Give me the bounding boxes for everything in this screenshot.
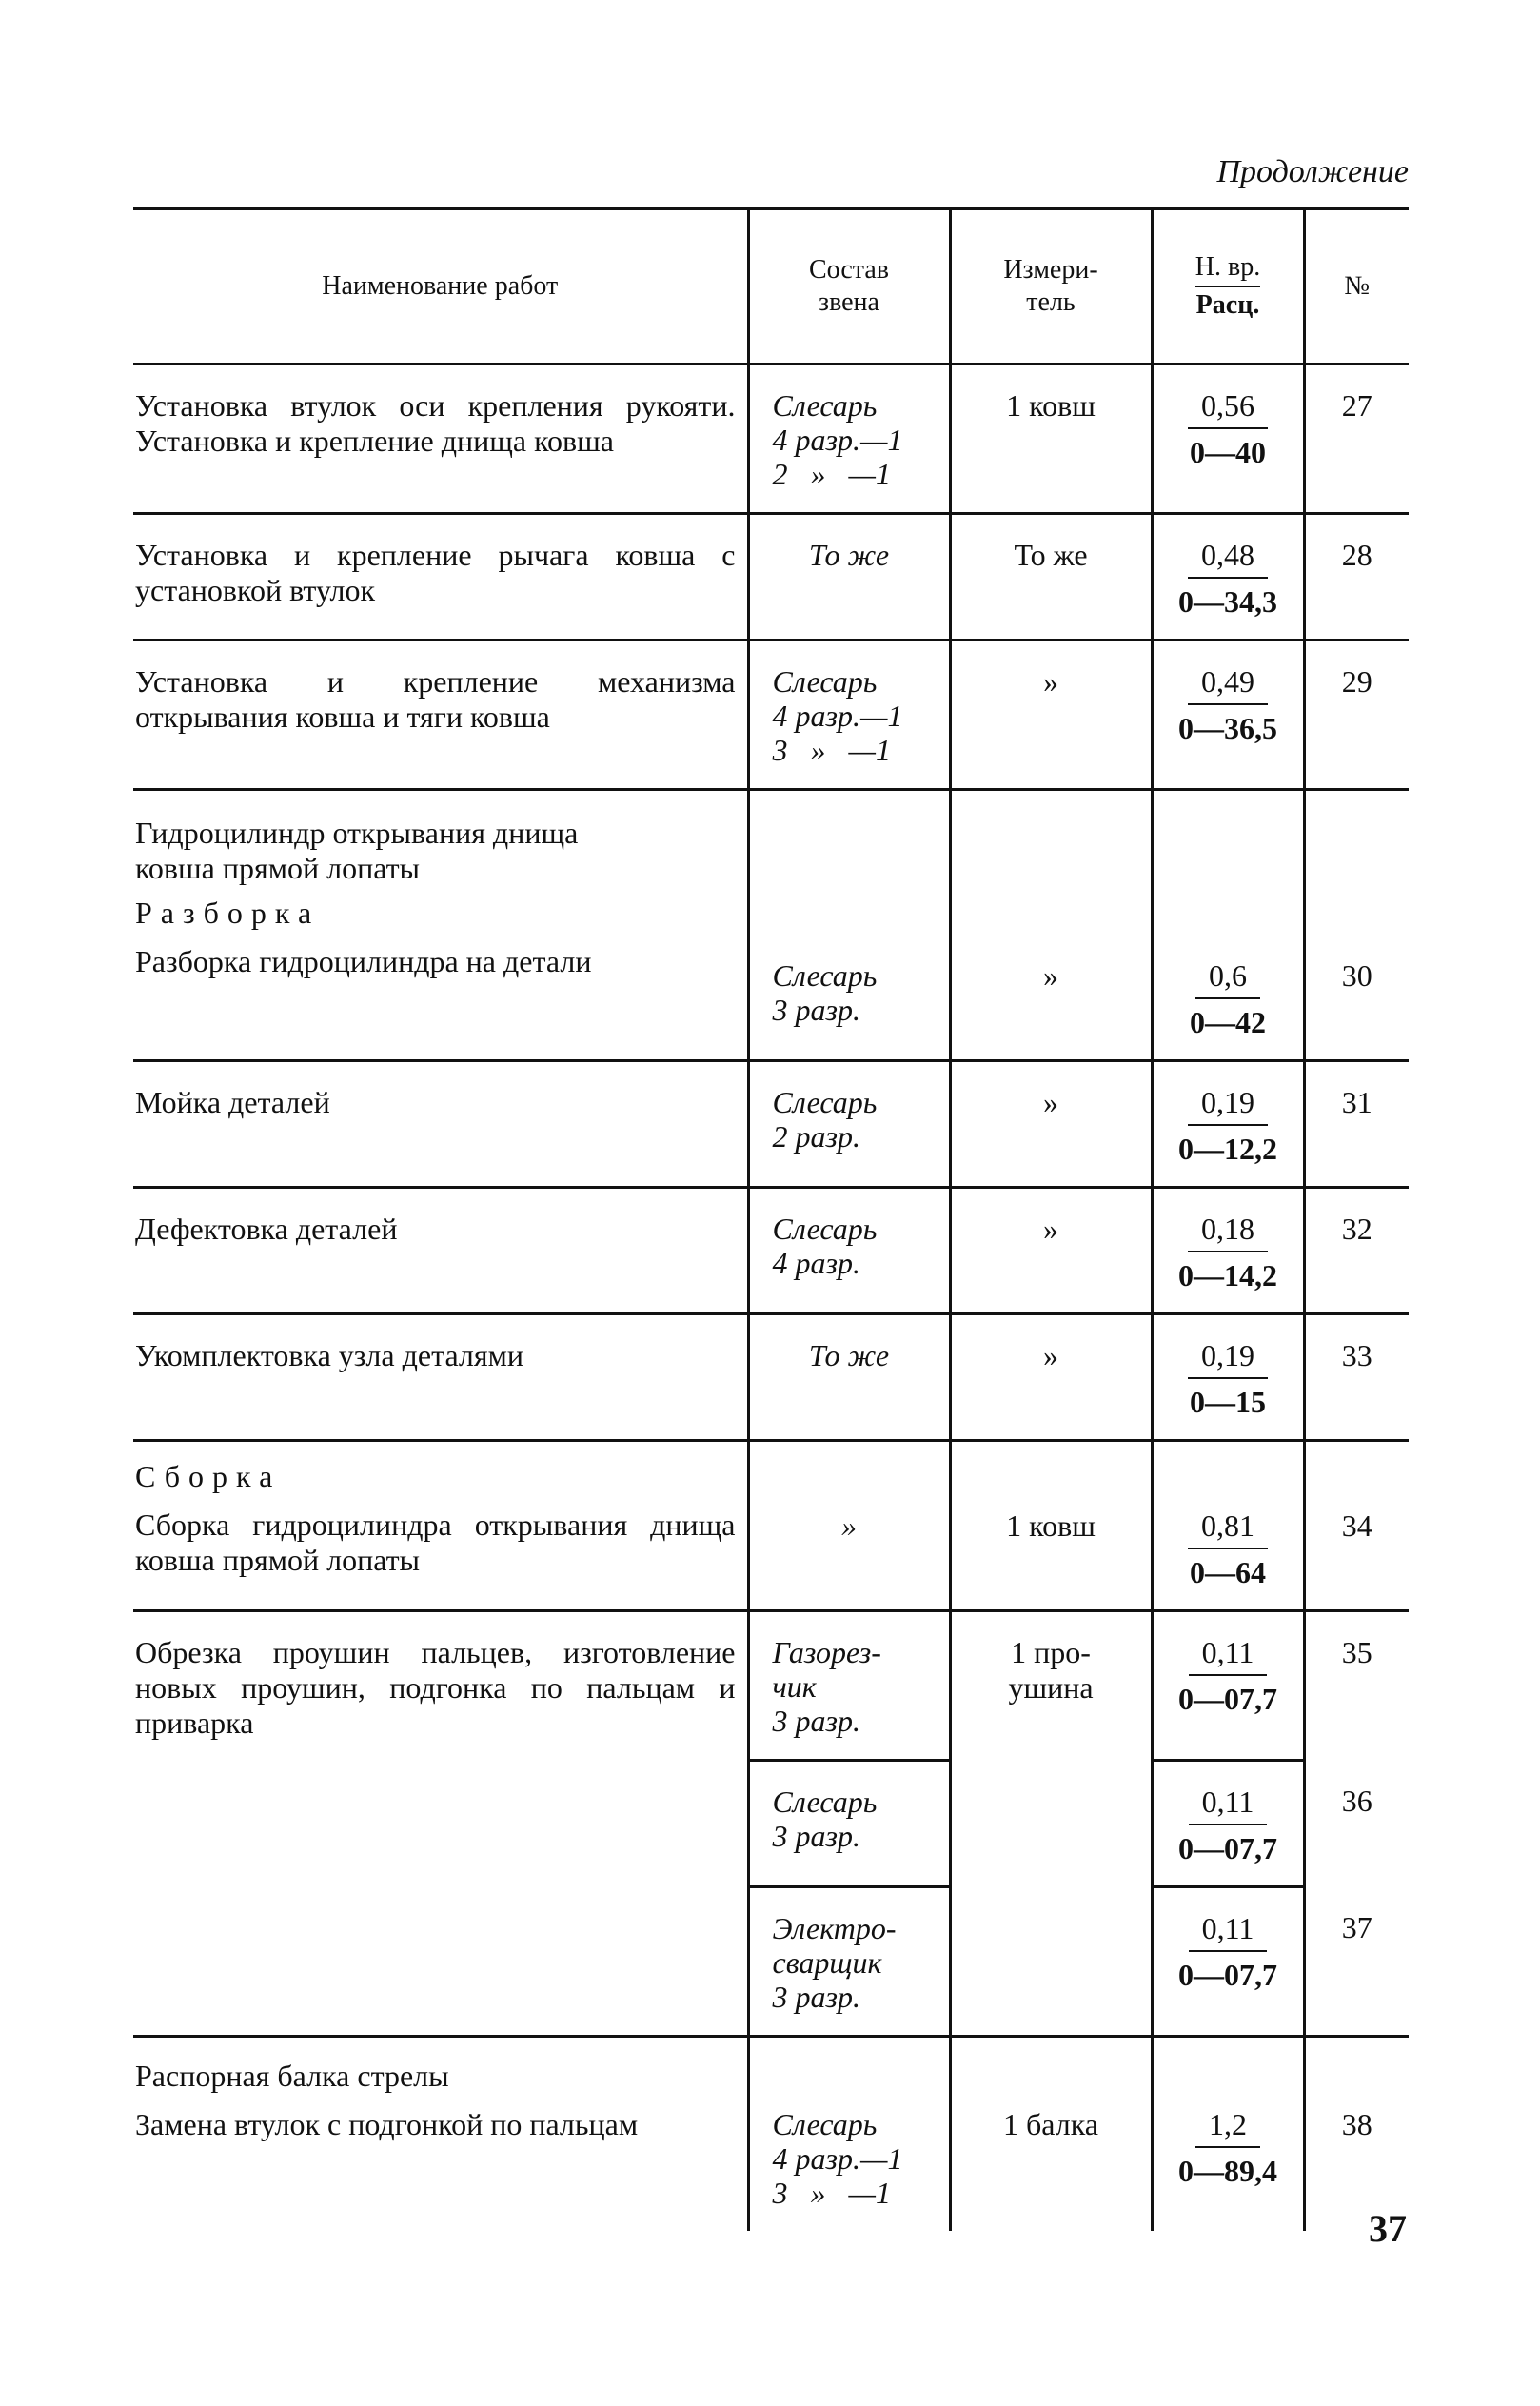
row-norm: 0,11 <box>1189 1911 1268 1952</box>
row-norm: 0,48 <box>1188 538 1268 579</box>
section-subtitle: Разборка <box>135 896 321 930</box>
table-row <box>133 1188 1409 1314</box>
row-name: Укомплектовка узла деталями <box>133 1314 748 1441</box>
table-row <box>133 790 1409 1061</box>
row-num: 33 <box>1304 1314 1409 1441</box>
row-crew: » <box>748 1441 950 1611</box>
continuation-label: Продолжение <box>1216 154 1409 189</box>
row-norm-rate <box>1152 1761 1304 1887</box>
row-crew: Слесарь 4 разр. <box>748 1188 950 1314</box>
header-norm-rate <box>1152 209 1304 365</box>
row-rate: 0—36,5 <box>1178 711 1277 745</box>
row-num: 28 <box>1304 514 1409 641</box>
row-crew: То же <box>748 1314 950 1441</box>
table-row <box>133 2037 1409 2232</box>
row-crew: Слесарь 4 разр.—1 3 » —1 <box>748 2037 950 2232</box>
row-rate: 0—07,7 <box>1178 1831 1277 1865</box>
row-meter: » <box>950 1061 1152 1188</box>
section-subtitle: Сборка <box>135 1459 282 1493</box>
row-meter: То же <box>950 514 1152 641</box>
row-num: 34 <box>1304 1441 1409 1611</box>
table-row <box>133 1314 1409 1441</box>
row-norm: 0,19 <box>1188 1338 1268 1379</box>
row-norm: 0,49 <box>1188 664 1268 705</box>
row-name: Обрезка проушин пальцев, изготовление новых проушин, подгонка по пальцам и приварка <box>133 1611 748 2037</box>
header-crew: Состав звена <box>748 209 950 365</box>
header-num: № <box>1304 209 1409 365</box>
row-crew: Слесарь 3 разр. <box>748 1761 950 1887</box>
table-row <box>133 1061 1409 1188</box>
row-name: Сборка гидроцилиндра открывания днища ковша прямой лопаты <box>135 1508 736 1577</box>
section-cell <box>133 2037 748 2232</box>
row-meter: 1 про- ушина <box>950 1611 1152 2037</box>
section-title: Распорная балка стрелы <box>135 2059 449 2093</box>
row-num: 27 <box>1304 365 1409 514</box>
row-name: Установка и крепление механизма открывания ковша и тяги ковша <box>133 641 748 790</box>
row-num: 37 <box>1304 1887 1409 2037</box>
row-norm-rate <box>1152 641 1304 790</box>
row-name: Замена втулок с подгонкой по пальцам <box>135 2107 639 2141</box>
row-num: 36 <box>1304 1761 1409 1887</box>
row-num: 29 <box>1304 641 1409 790</box>
row-norm: 0,6 <box>1195 958 1260 999</box>
row-rate: 0—34,3 <box>1178 584 1277 619</box>
row-rate: 0—40 <box>1190 435 1266 469</box>
page-number: 37 <box>1369 2207 1407 2250</box>
row-norm-rate <box>1152 790 1304 1061</box>
row-name: Дефектовка деталей <box>133 1188 748 1314</box>
row-crew: Газорез- чик 3 разр. <box>748 1611 950 1761</box>
row-norm-rate <box>1152 1441 1304 1611</box>
row-norm: 0,56 <box>1188 388 1268 429</box>
row-norm-rate <box>1152 2037 1304 2232</box>
table-row <box>133 1611 1409 1761</box>
norms-table <box>133 207 1409 2231</box>
row-rate: 0—64 <box>1190 1555 1266 1589</box>
row-norm-rate <box>1152 1188 1304 1314</box>
row-norm: 0,11 <box>1189 1785 1268 1825</box>
header-norm: Н. вр. <box>1195 251 1260 287</box>
row-norm-rate <box>1152 1611 1304 1761</box>
row-crew: Электро- сварщик 3 разр. <box>748 1887 950 2037</box>
row-meter: » <box>950 1314 1152 1441</box>
row-crew: Слесарь 4 разр.—1 3 » —1 <box>748 641 950 790</box>
section-cell <box>133 790 748 1061</box>
row-rate: 0—14,2 <box>1178 1258 1277 1292</box>
section-title: Гидроцилиндр открывания днища ковша прямой лопаты <box>135 816 579 885</box>
row-norm: 0,11 <box>1189 1635 1268 1676</box>
row-rate: 0—07,7 <box>1178 1682 1277 1716</box>
table-header <box>133 209 1409 365</box>
row-norm-rate <box>1152 1314 1304 1441</box>
row-name: Разборка гидроцилиндра на детали <box>135 944 592 978</box>
row-norm-rate <box>1152 1887 1304 2037</box>
row-rate: 0—89,4 <box>1178 2154 1277 2188</box>
table-row <box>133 514 1409 641</box>
row-norm-rate <box>1152 1061 1304 1188</box>
row-meter: 1 ковш <box>950 1441 1152 1611</box>
row-meter: » <box>950 790 1152 1061</box>
row-norm: 1,2 <box>1195 2107 1260 2148</box>
row-num: 31 <box>1304 1061 1409 1188</box>
row-meter: 1 балка <box>950 2037 1152 2232</box>
row-rate: 0—42 <box>1190 1005 1266 1039</box>
row-norm: 0,81 <box>1188 1509 1268 1549</box>
table-row <box>133 641 1409 790</box>
row-meter: » <box>950 1188 1152 1314</box>
row-rate: 0—12,2 <box>1178 1132 1277 1166</box>
header-rate: Расц. <box>1195 290 1260 320</box>
row-crew: Слесарь 2 разр. <box>748 1061 950 1188</box>
row-crew: То же <box>748 514 950 641</box>
row-norm: 0,19 <box>1188 1085 1268 1126</box>
row-crew: Слесарь 4 разр.—1 2 » —1 <box>748 365 950 514</box>
table-row <box>133 1441 1409 1611</box>
row-name: Установка и крепление рычага ковша с установкой втулок <box>133 514 748 641</box>
row-num: 32 <box>1304 1188 1409 1314</box>
header-meter: Измери- тель <box>950 209 1152 365</box>
row-rate: 0—15 <box>1190 1385 1266 1419</box>
row-meter: 1 ковш <box>950 365 1152 514</box>
row-num: 35 <box>1304 1611 1409 1761</box>
row-num: 30 <box>1304 790 1409 1061</box>
row-norm-rate <box>1152 514 1304 641</box>
row-crew: Слесарь 3 разр. <box>748 790 950 1061</box>
row-num: 38 <box>1304 2037 1409 2232</box>
row-meter: » <box>950 641 1152 790</box>
header-name: Наименование работ <box>133 209 748 365</box>
row-norm-rate <box>1152 365 1304 514</box>
row-rate: 0—07,7 <box>1178 1958 1277 1992</box>
row-name: Мойка деталей <box>133 1061 748 1188</box>
row-name: Установка втулок оси крепления рукояти. Установка и крепление днища ковша <box>133 365 748 514</box>
row-norm: 0,18 <box>1188 1212 1268 1252</box>
table-row <box>133 365 1409 514</box>
section-cell <box>133 1441 748 1611</box>
